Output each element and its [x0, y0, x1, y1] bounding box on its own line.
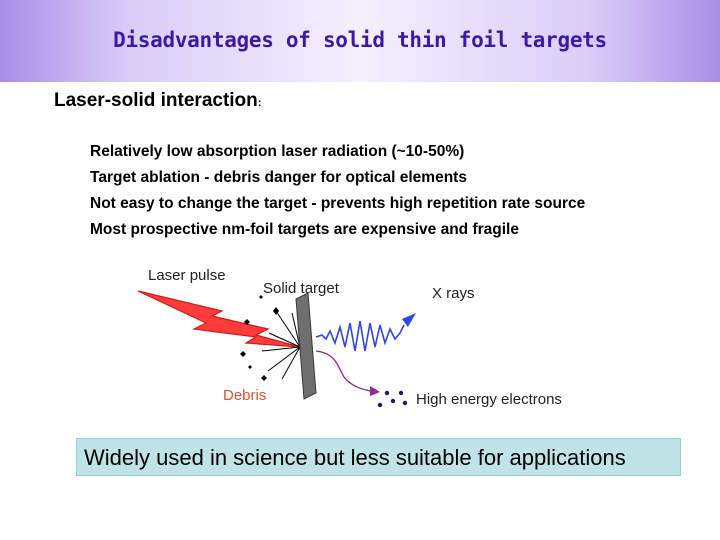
solid-target-label: Solid target [263, 280, 339, 297]
bullet-item: Not easy to change the target - prevents high repetition rate source [90, 195, 586, 212]
bullet-item: Most prospective nm-foil targets are expensive and fragile [90, 221, 519, 238]
section-heading-colon: : [257, 97, 262, 109]
slide-title: Disadvantages of solid thin foil targets [113, 28, 607, 52]
electron-path [316, 351, 370, 391]
xray-label: X rays [432, 285, 475, 302]
bullet-list [90, 142, 585, 246]
section-heading [54, 90, 261, 112]
laser-pulse-label: Laser pulse [148, 267, 226, 284]
bullet-item: Target ablation - debris danger for optical elements [90, 169, 467, 186]
electron-arrowhead [370, 386, 380, 396]
summary-box: Widely used in science but less suitable for applications [76, 438, 681, 476]
electron-dots [378, 391, 407, 407]
debris-label: Debris [223, 387, 267, 404]
xray-wave [316, 321, 404, 351]
bullet-item: Relatively low absorption laser radiation (~10-50%) [90, 143, 465, 160]
section-heading-text: Laser-solid interaction [54, 90, 258, 111]
xray-arrowhead [402, 313, 416, 327]
electrons-label: High energy electrons [416, 391, 562, 408]
laser-solid-diagram [130, 255, 600, 425]
laser-pulse-bolt [138, 291, 300, 347]
